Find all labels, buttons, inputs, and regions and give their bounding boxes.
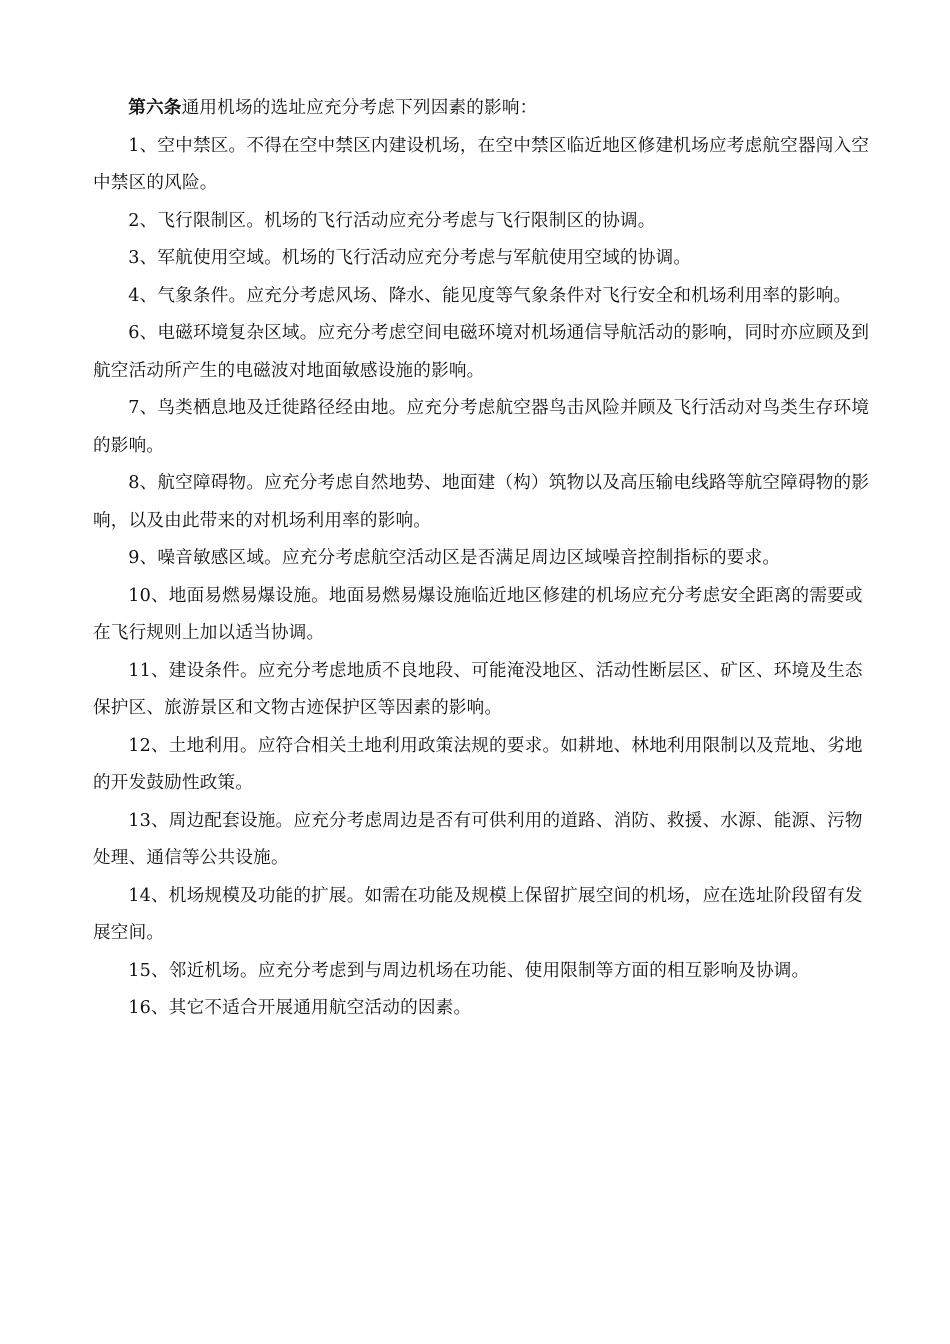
article-heading — [93, 89, 873, 128]
article-intro: 通用机场的选址应充分考虑下列因素的影响： — [181, 98, 538, 118]
list-item: 7、鸟类栖息地及迁徙路径经由地。应充分考虑航空器鸟击风险并顾及飞行活动对鸟类生存环境的影响。 — [93, 398, 870, 456]
list-item: 10、地面易燃易爆设施。地面易燃易爆设施临近地区修建的机场应充分考虑安全距离的需要或在飞行规则上加以适当协调。 — [93, 585, 863, 643]
list-item: 13、周边配套设施。应充分考虑周边是否有可供利用的道路、消防、救援、水源、能源、污物处理、通信等公共设施。 — [93, 810, 863, 868]
list-item: 12、土地利用。应符合相关土地利用政策法规的要求。如耕地、林地利用限制以及荒地、劣地的开发鼓励性政策。 — [93, 735, 863, 793]
list-item: 15、邻近机场。应充分考虑到与周边机场在功能、使用限制等方面的相互影响及协调。 — [128, 960, 810, 981]
list-item: 11、建设条件。应充分考虑地质不良地段、可能淹没地区、活动性断层区、矿区、环境及生态保护区、旅游景区和文物古迹保护区等因素的影响。 — [93, 660, 863, 718]
list-item: 3、军航使用空域。机场的飞行活动应充分考虑与军航使用空域的协调。 — [128, 248, 692, 268]
document-page — [93, 89, 873, 1028]
list-item: 8、航空障碍物。应充分考虑自然地势、地面建（构）筑物以及高压输电线路等航空障碍物的影响，以及由此带来的对机场利用率的影响。 — [93, 473, 870, 531]
list-item: 16、其它不适合开展通用航空活动的因素。 — [128, 998, 472, 1018]
list-item: 1、空中禁区。不得在空中禁区内建设机场，在空中禁区临近地区修建机场应考虑航空器闯入空中禁区的风险。 — [93, 135, 870, 193]
list-item: 4、气象条件。应充分考虑风场、降水、能见度等气象条件对飞行安全和机场利用率的影响。 — [128, 285, 852, 306]
list-item: 9、噪音敏感区域。应充分考虑航空活动区是否满足周边区域噪音控制指标的要求。 — [128, 548, 781, 568]
article-number: 第六条 — [128, 97, 182, 118]
list-item: 6、电磁环境复杂区域。应充分考虑空间电磁环境对机场通信导航活动的影响，同时亦应顾及到航空活动所产生的电磁波对地面敏感设施的影响。 — [93, 323, 870, 381]
list-item: 14、机场规模及功能的扩展。如需在功能及规模上保留扩展空间的机场，应在选址阶段留有发展空间。 — [93, 885, 863, 943]
list-item: 2、飞行限制区。机场的飞行活动应充分考虑与飞行限制区的协调。 — [128, 210, 656, 231]
